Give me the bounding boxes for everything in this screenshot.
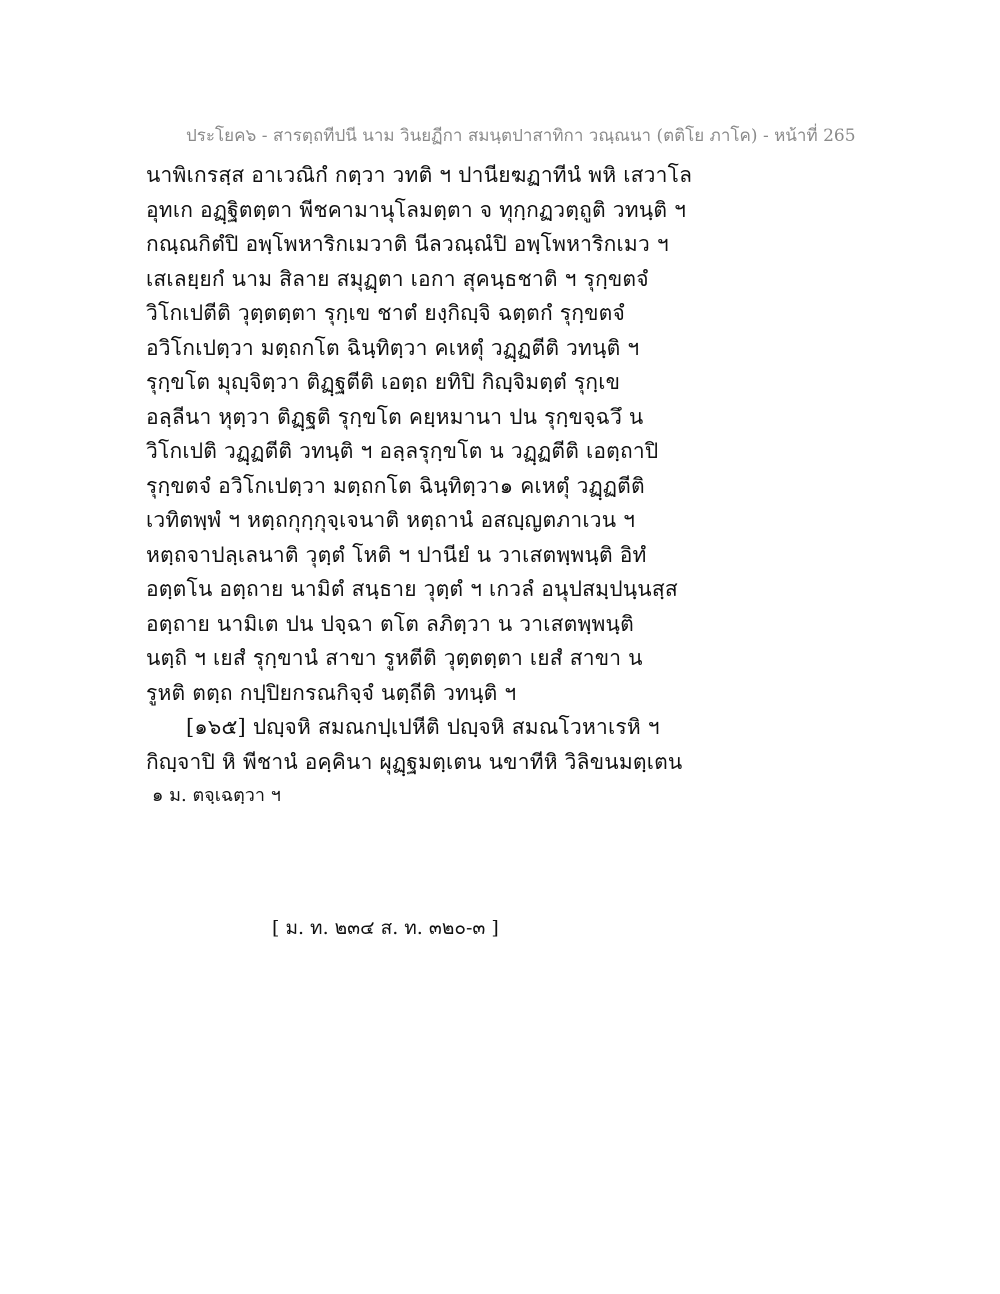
text-line: อลฺลีนา หุตฺวา ติฏฺฐติ รุกฺขโต คยฺหมานา ปน รุกฺขจฺฉวึ น <box>146 404 644 429</box>
text-line: เวทิตพฺพํ ฯ หตฺถกุกฺกุจฺเจนาติ หตฺถานํ อสญฺญตภาเวน ฯ <box>146 508 636 532</box>
text-line: วิโกเปติ วฏฺฏตีติ วทนฺติ ฯ อลฺลรุกฺขโต น วฏฺฏตีติ เอตฺถาปิ <box>146 439 659 463</box>
text-line: กณฺณกิตํปิ อพฺโพหาริกเมวาติ นีลวณฺณํปิ อพฺโพหาริกเมว ฯ <box>146 232 669 256</box>
page-reference: [ ม. ท. ๒๓๔ ส. ท. ๓๒๐-๓ ] <box>272 917 499 939</box>
paragraph-start-line: [๑๖๕] ปญฺจหิ สมณกปฺเปหีติ ปญฺจหิ สมณโวหาเรหิ ฯ <box>186 715 660 739</box>
text-line: รูหติ ตตฺถ กปฺปิยกรณกิจฺจํ นตฺถีติ วทนฺติ ฯ <box>146 680 517 705</box>
text-line: อวิโกเปตฺวา มตฺถกโต ฉินฺทิตฺวา คเหตุํ วฏฺฏตีติ วทนฺติ ฯ <box>146 335 640 360</box>
text-line: หตฺถจาปลฺเลนาติ วุตฺตํ โหติ ฯ ปานียํ น วาเสตพฺพนฺติ อิทํ <box>146 542 647 567</box>
text-line: เสเลยฺยกํ นาม สิลาย สมุฏฺตา เอกา สุคนฺธชาติ ฯ รุกฺขตจํ <box>146 266 649 291</box>
text-line: อตฺตโน อตฺถาย นามิตํ สนฺธาย วุตฺตํ ฯ เกวลํ อนุปสมฺปนฺนสฺส <box>146 577 678 601</box>
text-line: วิโกเปตีติ วุตฺตตฺตา รุกฺเข ชาตํ ยงฺกิญฺจิ ฉตฺตกํ รุกฺขตจํ <box>146 301 626 325</box>
running-header: ประโยค๖ - สารตฺถทีปนี นาม วินยฏีกา สมนฺตปาสาทิกา วณฺณนา (ตติโย ภาโค) - หน้าที่ 265 <box>186 126 856 146</box>
text-line: กิญฺจาปิ หิ พีชานํ อคฺคินา ผุฏฺฐมตฺเตน นขาทีหิ วิลิขนมตฺเตน <box>146 749 683 774</box>
text-line: อตฺถาย นามิเต ปน ปจฺฉา ตโต ลภิตฺวา น วาเสตพฺพนฺติ <box>146 611 634 636</box>
text-line: นตฺถิ ฯ เยสํ รุกฺขานํ สาขา รูหตีติ วุตฺตตฺตา เยสํ สาขา น <box>146 646 643 670</box>
text-line: นาพิเกรสฺส อาเวณิกํ กตฺวา วทติ ฯ ปานียฆฏาทีนํ พหิ เสวาโล <box>146 163 693 187</box>
text-line: รุกฺขโต มุญฺจิตฺวา ติฏฺฐตีติ เอตฺถ ยทิปิ กิญฺจิมตฺตํ รุกฺเข <box>146 370 621 394</box>
footnote: ๑ ม. ตจฺเฉตฺวา ฯ <box>152 785 281 806</box>
text-line: รุกฺขตจํ อวิโกเปตฺวา มตฺถกโต ฉินฺทิตฺวา๑ คเหตุํ วฏฺฏตีติ <box>146 473 645 498</box>
text-line: อุทเก อฏฺฐิตตฺตา พีชคามานุโลมตฺตา จ ทุกฺกฏวตฺถูติ วทนฺติ ฯ <box>146 197 687 222</box>
body-text <box>146 158 693 814</box>
